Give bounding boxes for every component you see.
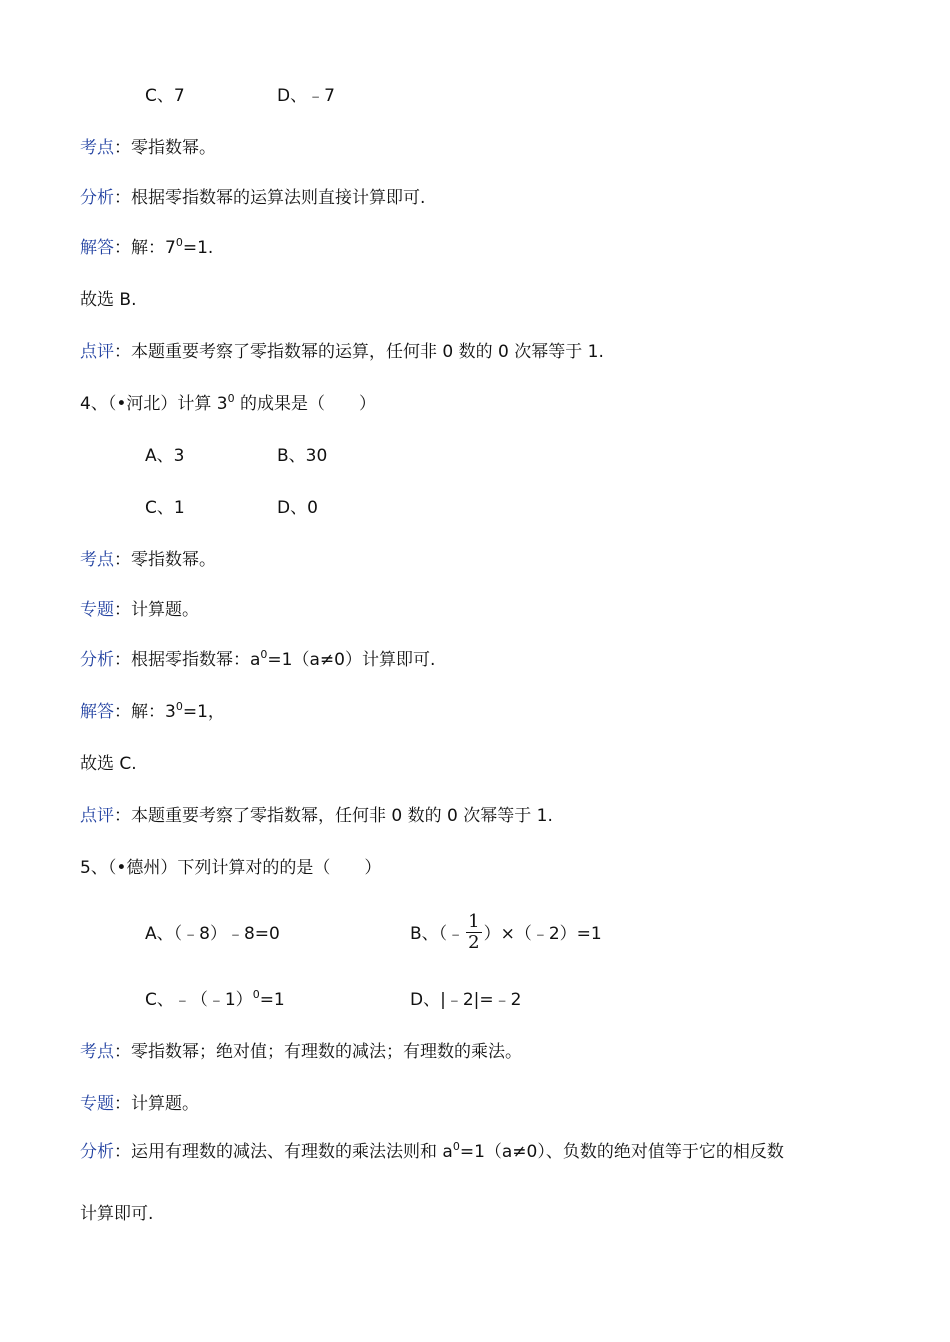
q3-answer: 故选 B. <box>80 290 137 310</box>
jieda-exponent: 0 <box>175 700 183 713</box>
fenxi-label: 分析 <box>80 188 114 208</box>
q4-stem-exponent: 0 <box>227 392 235 405</box>
q5-zhuanti <box>80 1092 199 1116</box>
q4-option-c: C、1 <box>145 498 185 518</box>
fenxi-exponent: 0 <box>260 648 268 661</box>
jieda-label: 解答 <box>80 238 114 258</box>
dianping-label: 点评 <box>80 342 114 362</box>
fraction-numerator: 1 <box>468 910 480 932</box>
fenxi-text-pre: ：运用有理数的减法、有理数的乘法法则和 a <box>114 1142 453 1162</box>
q4-option-a: A、3 <box>145 446 185 466</box>
jieda-exponent: 0 <box>175 236 183 249</box>
dianping-text: ：本题重要考察了零指数幂，任何非 0 数的 0 次幂等于 1. <box>114 806 553 826</box>
q5-option-a: A、（﹣8）﹣8=0 <box>145 924 280 944</box>
kaodian-label: 考点 <box>80 550 114 570</box>
q4-stem <box>80 392 376 416</box>
jieda-text-pre: ：解：7 <box>114 238 176 258</box>
q3-dianping <box>80 340 604 364</box>
q4-zhuanti <box>80 598 199 622</box>
kaodian-label: 考点 <box>80 138 114 158</box>
q5-stem: 5、（•德州）下列计算对的的是（ ） <box>80 858 382 878</box>
q5-kaodian <box>80 1040 522 1064</box>
kaodian-text: ：零指数幂。 <box>114 550 216 570</box>
fenxi-label: 分析 <box>80 1142 114 1162</box>
fenxi-text-post: =1（a≠0）计算即可. <box>267 650 436 670</box>
q5-option-d: D、|﹣2|=﹣2 <box>410 990 522 1010</box>
fenxi-label: 分析 <box>80 650 114 670</box>
q3-option-c: C、7 <box>145 86 185 106</box>
q4-dianping <box>80 804 553 828</box>
q5-option-c-exponent: 0 <box>252 988 260 1001</box>
jieda-label: 解答 <box>80 702 114 722</box>
kaodian-text: ：零指数幂；绝对值；有理数的减法；有理数的乘法。 <box>114 1042 522 1062</box>
q5-fenxi <box>80 1140 784 1164</box>
zhuanti-text: ：计算题。 <box>114 1094 199 1114</box>
q4-kaodian <box>80 548 216 572</box>
fraction-denominator: 2 <box>468 931 480 953</box>
q5-option-c-pre: C、﹣（﹣1） <box>145 990 253 1010</box>
q5-option-b-post: ）×（﹣2）=1 <box>483 924 602 944</box>
q3-jieda <box>80 236 213 260</box>
jieda-text-pre: ：解：3 <box>114 702 176 722</box>
q5-option-b <box>410 910 602 958</box>
kaodian-text: ：零指数幂。 <box>114 138 216 158</box>
q4-fenxi <box>80 648 435 672</box>
q3-kaodian <box>80 136 216 160</box>
fraction <box>466 912 481 953</box>
q4-jieda <box>80 700 225 724</box>
jieda-text-post: =1. <box>182 238 214 258</box>
q5-option-c-post: =1 <box>259 990 285 1010</box>
zhuanti-text: ：计算题。 <box>114 600 199 620</box>
jieda-text-post: =1， <box>182 702 225 722</box>
zhuanti-label: 专题 <box>80 600 114 620</box>
dianping-text: ：本题重要考察了零指数幂的运算，任何非 0 数的 0 次幂等于 1. <box>114 342 604 362</box>
q5-option-c <box>145 988 285 1012</box>
q3-option-d: D、﹣7 <box>277 86 335 106</box>
q4-stem-pre: 4、（•河北）计算 3 <box>80 394 228 414</box>
kaodian-label: 考点 <box>80 1042 114 1062</box>
zhuanti-label: 专题 <box>80 1094 114 1114</box>
q3-fenxi <box>80 186 425 210</box>
q5-option-b-pre: B、（﹣ <box>410 924 465 944</box>
q4-option-b: B、30 <box>277 446 328 466</box>
q5-fenxi-continued: 计算即可. <box>80 1204 154 1224</box>
q4-answer: 故选 C. <box>80 754 137 774</box>
fenxi-text-pre: ：根据零指数幂：a <box>114 650 261 670</box>
fenxi-exponent: 0 <box>452 1140 460 1153</box>
q4-stem-post: 的成果是（ ） <box>234 394 376 414</box>
fenxi-text-post: =1（a≠0）、负数的绝对值等于它的相反数 <box>459 1142 784 1162</box>
fenxi-text: ：根据零指数幂的运算法则直接计算即可. <box>114 188 426 208</box>
q4-option-d: D、0 <box>277 498 318 518</box>
dianping-label: 点评 <box>80 806 114 826</box>
